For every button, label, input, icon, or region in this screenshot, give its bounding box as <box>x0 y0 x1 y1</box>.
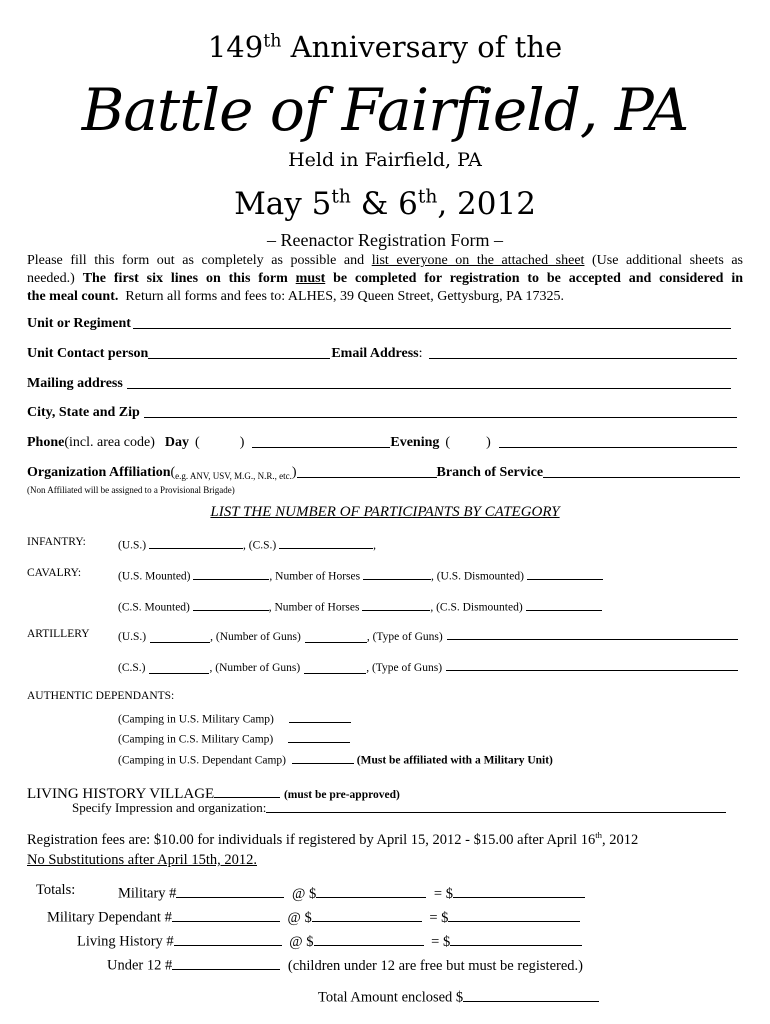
intro-p3-bold: the meal count. <box>27 289 119 304</box>
anniv-number: 149 <box>207 30 264 64</box>
infantry-label: INFANTRY: <box>27 536 86 548</box>
art-cs-guns-label: , (Number of Guns) <box>209 662 301 674</box>
artillery-label: ARTILLERY <box>27 628 90 640</box>
phone-note: (incl. area code) <box>64 435 155 450</box>
dep-us-dep-camp-label: (Camping in U.S. Dependant Camp) <box>118 754 287 767</box>
dependant-equals: = $ <box>429 909 449 926</box>
fees-line1-text: Registration fees are: $10.00 for individuals if registered by April 15, 2012 - $15.00 after April 16 <box>27 832 596 848</box>
dependants-label: AUTHENTIC DEPENDANTS: <box>27 690 175 702</box>
intro-line-1 <box>27 253 743 269</box>
infantry-row <box>118 536 376 552</box>
intro-p1-end: (Use additional sheets as <box>584 253 744 268</box>
dep-us-dep-camp-field[interactable] <box>292 751 354 764</box>
email-field[interactable] <box>429 346 738 359</box>
form-title <box>0 230 770 251</box>
cav-us-dismounted-field[interactable] <box>527 567 603 580</box>
specify-label: Specify Impression and organization: <box>72 800 267 815</box>
day-phone-field[interactable] <box>252 435 390 448</box>
unit-regiment-label: Unit or Regiment <box>27 316 131 331</box>
date-year: , 2012 <box>437 186 536 222</box>
fees-line1-sup: th <box>595 830 602 841</box>
living-history-count-field[interactable] <box>174 930 282 946</box>
cav-us-dismounted-label: , (U.S. Dismounted) <box>430 570 524 583</box>
evening-area-close: ) <box>486 435 491 450</box>
day-label: Day <box>164 435 190 450</box>
dep-cs-camp-row <box>118 730 350 746</box>
cavalry-label: CAVALRY: <box>27 567 82 579</box>
living-history-equals: = $ <box>431 933 451 950</box>
fees-line2-text: No Substitutions after April 15th, 2012. <box>27 852 257 868</box>
anniv-rest: Anniversary of the <box>290 30 563 64</box>
art-us-guns-label: , (Number of Guns) <box>210 631 301 643</box>
infantry-comma: , <box>373 539 376 552</box>
totals-label: Totals: <box>36 882 76 898</box>
org-label: Organization Affiliation <box>27 465 171 480</box>
artillery-cs-row <box>118 660 738 674</box>
city-field[interactable] <box>144 405 737 418</box>
evening-area-open: ( <box>445 435 451 450</box>
unit-contact-label: Unit Contact person <box>27 346 149 361</box>
fees-line-2 <box>27 852 257 869</box>
anniversary-heading <box>0 30 770 64</box>
cav-us-mounted-label: (U.S. Mounted) <box>118 570 191 583</box>
unit-regiment-row <box>27 316 743 332</box>
dep-cs-camp-field[interactable] <box>288 730 350 743</box>
total-dependant-row <box>47 906 580 927</box>
total-living-history-label: Living History # <box>77 933 174 950</box>
total-living-history-row <box>77 930 582 951</box>
mailing-label: Mailing address <box>27 376 123 391</box>
cavalry-cs-row <box>118 598 602 614</box>
total-military-row <box>118 882 585 903</box>
under-12-count-field[interactable] <box>172 954 280 970</box>
non-affiliated-note: (Non Affiliated will be assigned to a Provisional Brigade) <box>27 485 235 495</box>
total-enclosed-label: Total Amount enclosed $ <box>318 989 464 1006</box>
cav-us-horses-field[interactable] <box>363 567 431 580</box>
cav-us-mounted-field[interactable] <box>193 567 269 580</box>
evening-label: Evening <box>390 435 440 450</box>
dep-us-camp-row <box>118 710 351 726</box>
battle-title-text: Battle of Fairfield, PA <box>81 76 689 144</box>
org-eg: e.g. ANV, USV, M.G., N.R., etc. <box>175 471 292 481</box>
unit-contact-row <box>27 346 743 362</box>
dep-us-dep-camp-row <box>118 751 553 767</box>
total-dependant-label: Military Dependant # <box>47 909 172 926</box>
artillery-us-row <box>118 629 738 643</box>
anniv-sup: th <box>263 31 282 52</box>
living-history-amount-field[interactable] <box>450 930 582 946</box>
day-area-open: ( <box>195 435 200 450</box>
evening-phone-field[interactable] <box>499 435 737 448</box>
total-under-12-row <box>107 954 583 975</box>
dep-us-camp-label: (Camping in U.S. Military Camp) <box>118 713 274 726</box>
dependant-amount-field[interactable] <box>448 906 580 922</box>
living-history-rate-field[interactable] <box>314 930 424 946</box>
total-enclosed-row <box>318 986 599 1007</box>
art-cs-type-label: , (Type of Guns) <box>366 662 443 674</box>
unit-contact-field[interactable] <box>148 346 330 359</box>
org-eg-open: ( <box>170 465 176 480</box>
cav-cs-mounted-label: (C.S. Mounted) <box>118 601 190 614</box>
intro-line-3 <box>27 289 564 305</box>
cav-cs-horses-label: , Number of Horses <box>268 601 360 614</box>
dep-us-camp-field[interactable] <box>289 710 351 723</box>
intro-p2-must: must <box>295 271 326 286</box>
living-history-at: @ $ <box>289 933 314 950</box>
intro-line-2 <box>27 271 743 287</box>
living-history-label: LIVING HISTORY VILLAGE <box>27 786 215 802</box>
total-military-label: Military # <box>118 885 177 902</box>
email-colon: : <box>418 346 423 361</box>
art-cs-guns-field[interactable] <box>304 662 366 675</box>
infantry-us-label: (U.S.) <box>118 539 147 552</box>
cav-us-horses-label: , Number of Horses <box>269 570 361 583</box>
email-label: Email Address <box>331 346 419 361</box>
military-equals: = $ <box>433 885 453 902</box>
branch-field[interactable] <box>543 465 740 478</box>
mailing-field[interactable] <box>127 376 731 389</box>
total-under-12-label: Under 12 # <box>107 957 173 974</box>
intro-p1-underline: list everyone on the attached sheet <box>371 253 585 268</box>
military-rate-field[interactable] <box>316 882 426 898</box>
intro-p2-bold1: The first six lines on this form <box>82 271 296 286</box>
battle-title <box>0 76 770 144</box>
dependant-count-field[interactable] <box>172 906 280 922</box>
living-history-field[interactable] <box>214 782 280 798</box>
cav-cs-mounted-field[interactable] <box>193 598 269 611</box>
cav-cs-dismounted-field[interactable] <box>526 598 602 611</box>
org-row <box>27 465 743 481</box>
under-12-note: (children under 12 are free but must be registered.) <box>287 957 583 974</box>
fees-line1-end: , 2012 <box>601 832 639 848</box>
date-sup2: th <box>417 186 438 208</box>
art-us-type-field[interactable] <box>447 629 738 640</box>
event-date <box>0 186 770 222</box>
held-in <box>0 149 770 171</box>
dependant-at: @ $ <box>287 909 312 926</box>
infantry-cs-label: , (C.S.) <box>243 539 277 552</box>
intro-p2: needed.) <box>27 271 75 286</box>
org-field[interactable] <box>297 465 437 478</box>
held-in-text: Held in Fairfield, PA <box>288 149 482 171</box>
date-sup1: th <box>331 186 351 208</box>
art-cs-field[interactable] <box>149 662 209 675</box>
art-cs-label: (C.S.) <box>118 662 146 674</box>
fees-line-1 <box>27 832 638 849</box>
art-us-type-label: , (Type of Guns) <box>366 631 443 643</box>
date-amp: & 6 <box>350 186 418 222</box>
art-us-field[interactable] <box>150 631 210 644</box>
form-title-text: – Reenactor Registration Form – <box>267 230 503 250</box>
specify-field[interactable] <box>266 801 726 813</box>
day-area-close: ) <box>239 435 245 450</box>
org-eg-close: ) <box>291 465 297 480</box>
dep-cs-camp-label: (Camping in C.S. Military Camp) <box>118 733 274 746</box>
city-row <box>27 405 743 421</box>
art-cs-type-field[interactable] <box>446 660 738 671</box>
living-history-note: (must be pre-approved) <box>283 789 400 801</box>
cavalry-us-row <box>118 567 603 583</box>
participants-heading <box>0 504 770 521</box>
intro-p3: Return all forms and fees to: ALHES, 39 Queen Street, Gettysburg, PA 17325. <box>125 289 565 304</box>
military-count-field[interactable] <box>176 882 284 898</box>
city-label: City, State and Zip <box>27 405 140 420</box>
cav-cs-horses-field[interactable] <box>362 598 430 611</box>
military-amount-field[interactable] <box>453 882 585 898</box>
art-us-guns-field[interactable] <box>305 631 367 644</box>
art-us-label: (U.S.) <box>118 631 147 643</box>
dep-note: (Must be affiliated with a Military Unit) <box>356 754 553 767</box>
dependant-rate-field[interactable] <box>312 906 422 922</box>
branch-label: Branch of Service <box>436 465 544 480</box>
specify-row <box>72 800 726 816</box>
mailing-row <box>27 376 743 392</box>
intro-p1: Please fill this form out as completely as possible and <box>27 253 372 268</box>
cav-cs-dismounted-label: , (C.S. Dismounted) <box>430 601 523 614</box>
date-may: May 5 <box>234 186 332 222</box>
participants-heading-text: LIST THE NUMBER OF PARTICIPANTS BY CATEGORY <box>210 504 560 520</box>
unit-regiment-field[interactable] <box>133 316 731 329</box>
phone-label: Phone <box>27 435 65 450</box>
infantry-us-field[interactable] <box>149 536 243 549</box>
phone-row <box>27 435 743 451</box>
intro-p2-bold2: be completed for registration to be accepted and considered in <box>325 271 744 286</box>
infantry-cs-field[interactable] <box>279 536 373 549</box>
total-enclosed-field[interactable] <box>463 986 599 1002</box>
military-at: @ $ <box>292 885 317 902</box>
